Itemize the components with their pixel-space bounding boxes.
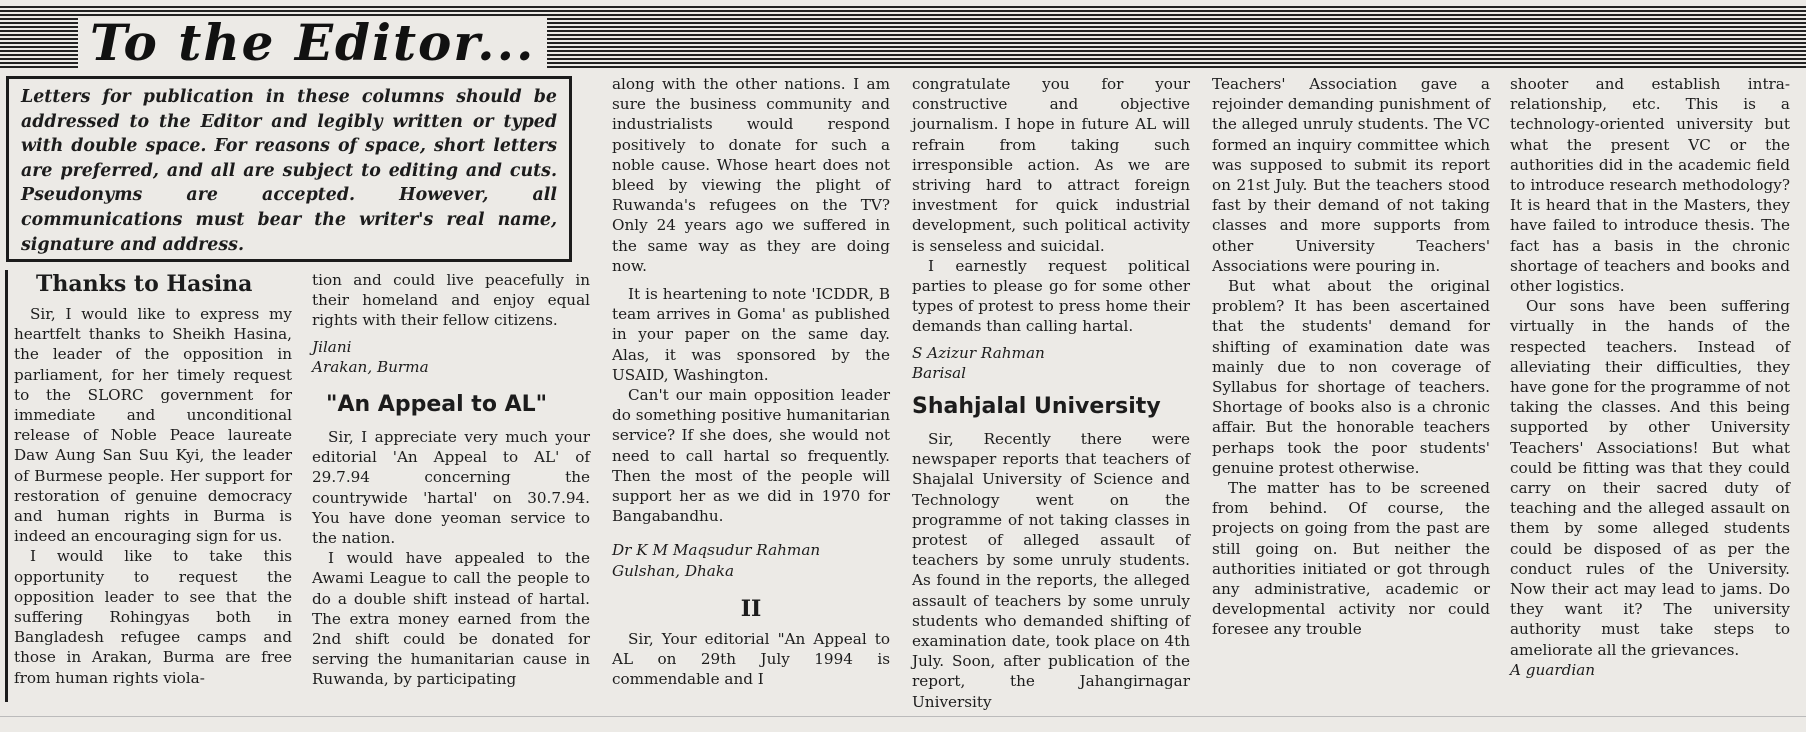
letter1-continuation: tion and could live peacefully in their homeland and enjoy equal rights with their fellow citizens. — [312, 271, 590, 330]
letter1-paragraph: I would like to take this opportunity to request the opposition leader to see that the suffering Rohingyas both in Bangladesh refugee camps and those in Arakan, Burma are free from human rights viola- — [14, 547, 292, 687]
letter2-paragraph: It is heartening to note 'ICDDR, B team arrives in Goma' as published in your paper on the same day. Alas, it was sponsored by the USAID, Washington. — [612, 285, 890, 384]
section-title: To the Editor... — [78, 16, 547, 70]
letter2-paragraph: Can't our main opposition leader do something positive humanitarian service? If she does, she would not need to call hartal so frequently. Then the most of the people will support her as we did in 1970 for Bangabandhu. — [612, 386, 890, 526]
letter2-signature-name: Dr K M Maqsudur Rahman — [612, 541, 821, 560]
letter3-paragraph: Our sons have been suffering virtually in the hands of the respected teachers. Instead of alleviating their difficulties, they have gone for the programme of not taking the classes. And this being supported by other University Teachers' Associations! But what could be fitting was that they could carry on their sacred duty of teaching and the alleged assault on them by some alleged students could be disposed of as per the conduct rules of the University. Now their act may lead to jams. Do they want it? The university authority must take steps to ameliorate all the grievances. — [1510, 297, 1790, 659]
letter3-paragraph: Sir, Recently there were newspaper reports that teachers of Shajalal University of Science and Technology went on the programme of not taking classes in protest of alleged assault of teachers by some unruly students. As found in the reports, the alleged assault of teachers by some unruly students who demanded shifting of examination date, took place on 4th July. Soon, after publication of the report, the Jahangirnagar University — [912, 430, 1190, 711]
letter1-signature-name: Jilani — [312, 337, 352, 356]
letter2-headline: "An Appeal to AL" — [326, 392, 548, 418]
column-5 — [1212, 74, 1490, 640]
letter3-paragraph: But what about the original problem? It has been ascertained that the students' demand for shifting of examination date was mainly due to non coverage of Syllabus for shortage of teachers. Shortage of books also is a chronic affair. But the honorable teachers perhaps took the poor students' genuine protest otherwise. — [1212, 277, 1490, 477]
masthead-banner — [0, 6, 1806, 72]
letter3-headline: Shahjalal University — [912, 394, 1161, 420]
letter1-headline: Thanks to Hasina — [36, 271, 253, 297]
letter2-signature2-name: S Azizur Rahman — [912, 343, 1045, 362]
letter3-signature: A guardian — [1510, 660, 1596, 679]
page-bottom-edge — [0, 716, 1806, 717]
letter2-paragraph: Sir, I appreciate very much your editorial 'An Appeal to AL' of 29.7.94 concerning the countrywide 'hartal' on 30.7.94. You have done yeoman service to the nation. — [312, 428, 590, 548]
column-6 — [1510, 74, 1790, 680]
letter2-paragraph: I would have appealed to the Awami League to call the people to do a double shift instead of hartal. The extra money earned from the 2nd shift could be donated for serving the humanitarian cause in Ruwanda, by participating — [312, 549, 590, 689]
letter1-signature-place: Arakan, Burma — [312, 357, 429, 376]
letter3-paragraph: The matter has to be screened from behind. Of course, the projects on going from the past are still going on. But neither the authorities initiated or got through any administrative, academic or developmental activity nor could foresee any trouble — [1212, 479, 1490, 639]
letter3-continuation: Teachers' Association gave a rejoinder demanding punishment of the alleged unruly students. The VC formed an inquiry committee which was supposed to submit its report on 21st July. But the teachers stood fast by their demand of not taking classes and more supports from other University Teachers' Associations were pouring in. — [1212, 75, 1490, 275]
letter1-paragraph: Sir, I would like to express my heartfelt thanks to Sheikh Hasina, the leader of the opposition in parliament, for her timely request to the SLORC government for immediate and unconditional release of Noble Peace laureate Daw Aung San Suu Kyi, the leader of Burmese people. Her support for restoration of genuine democracy and human rights in Burma is indeed an encouraging sign for us. — [14, 305, 292, 546]
column-1 — [14, 270, 292, 688]
letter2-paragraph: Sir, Your editorial "An Appeal to AL on 29th July 1994 is commendable and I — [612, 630, 890, 689]
column-3 — [612, 74, 890, 690]
letter2-continuation: along with the other nations. I am sure the business community and industrialists would respond positively to donate for such a noble cause. Whose heart does not bleed by viewing the plight of Ruwanda's refugees on the TV? Only 24 years ago we suffered in the same way as they are doing now. — [612, 75, 890, 275]
column-rule — [5, 270, 8, 702]
column-2 — [312, 270, 590, 690]
letter2-continuation: congratulate you for your constructive and objective journalism. I hope in future AL will refrain from taking such irresponsible action. As we are striving hard to attract foreign investment for quick industrial development, such political activity is senseless and suicidal. — [912, 75, 1190, 255]
column-4 — [912, 74, 1190, 712]
letter2-signature-place: Gulshan, Dhaka — [612, 561, 735, 580]
letter2-part-two-heading: II — [740, 595, 762, 622]
letter3-continuation: shooter and establish intra-relationship, etc. This is a technology-oriented university but what the present VC or the authorities did in the academic field to introduce research methodology? It is heard that in the Masters, they have failed to introduce thesis. The fact has a basis in the chronic shortage of teachers and books and other logistics. — [1510, 75, 1790, 296]
letter2-paragraph: I earnestly request political parties to please go for some other types of protest to press home their demands than calling hartal. — [912, 256, 1190, 336]
letter2-signature2-place: Barisal — [912, 363, 967, 382]
editor-notice-box: Letters for publication in these columns should be addressed to the Editor and legibly written or typed with double space. For reasons of space, short letters are preferred, and all are subject to editing and cuts. Pseudonyms are accepted. However, all communications must bear the writer's real name, signature and address. — [6, 76, 572, 262]
